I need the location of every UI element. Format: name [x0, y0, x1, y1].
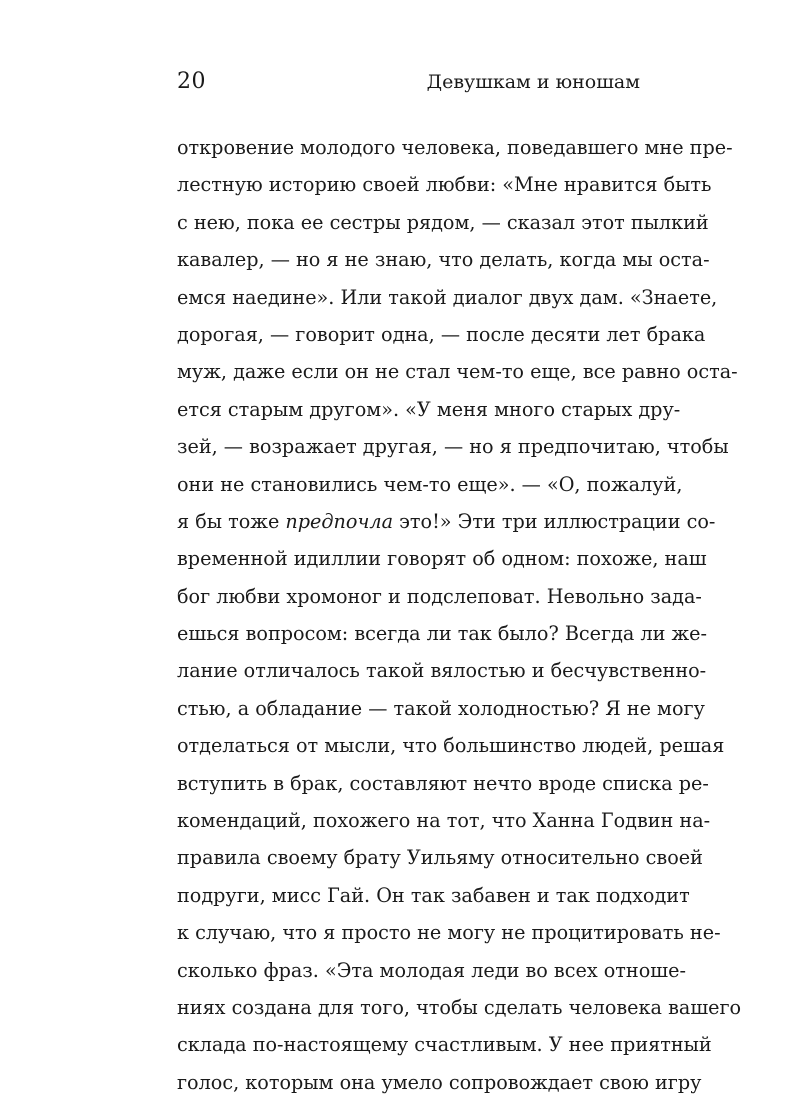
text-line: с нею, пока ее сестры рядом, — сказал этот пылкий [177, 210, 709, 234]
page-number: 20 [177, 69, 206, 94]
body-text [177, 129, 742, 1101]
text-line: временной идиллии говорят об одном: похоже, наш [177, 547, 707, 571]
text-line: ниях создана для того, чтобы сделать человека вашего [177, 995, 742, 1019]
text-segment: я бы тоже [177, 509, 286, 533]
text-line: отделаться от мысли, что большинство людей, решая [177, 734, 725, 758]
text-line: склада по-настоящему счастливым. У нее приятный [177, 1033, 712, 1057]
text-line: лестную историю своей любви: «Мне нравится быть [177, 173, 712, 197]
text-line: правила своему брату Уильяму относительно своей [177, 846, 703, 870]
text-line: кавалер, — но я не знаю, что делать, когда мы оста- [177, 248, 710, 272]
text-line: вступить в брак, составляют нечто вроде списка ре- [177, 771, 709, 795]
text-line: подруги, мисс Гай. Он так забавен и так подходит [177, 883, 690, 907]
text-line: емся наедине». Или такой диалог двух дам. «Знаете, [177, 285, 718, 309]
text-line-with-italic [177, 503, 716, 540]
text-line: ется старым другом». «У меня много старых дру- [177, 397, 681, 421]
text-line: к случаю, что я просто не могу не процитировать не- [177, 921, 721, 945]
text-line: комендаций, похожего на тот, что Ханна Годвин на- [177, 809, 711, 833]
text-line: лание отличалось такой вялостью и бесчувственно- [177, 659, 707, 683]
text-line: стью, а обладание — такой холодностью? Я не могу [177, 696, 705, 720]
italic-word: предпочла [285, 509, 394, 533]
text-line: голос, которым она умело сопровождает свою игру [177, 1070, 702, 1094]
text-line: откровение молодого человека, поведавшего мне пре- [177, 136, 733, 159]
text-line: они не становились чем-то еще». — «О, пожалуй, [177, 472, 683, 496]
running-title: Девушкам и юношам [426, 71, 640, 93]
text-line: муж, даже если он не стал чем-то еще, все равно оста- [177, 360, 738, 384]
text-line: ешься вопросом: всегда ли так было? Всегда ли же- [177, 622, 708, 646]
text-line: бог любви хромоног и подслеповат. Невольно зада- [177, 584, 702, 608]
text-line: зей, — возражает другая, — но я предпочитаю, чтобы [177, 435, 729, 459]
text-line: сколько фраз. «Эта молодая леди во всех отноше- [177, 958, 686, 982]
text-line: дорогая, — говорит одна, — после десяти лет брака [177, 322, 706, 346]
running-head [177, 68, 640, 96]
text-segment: это!» Эти три иллюстрации со- [393, 509, 716, 533]
